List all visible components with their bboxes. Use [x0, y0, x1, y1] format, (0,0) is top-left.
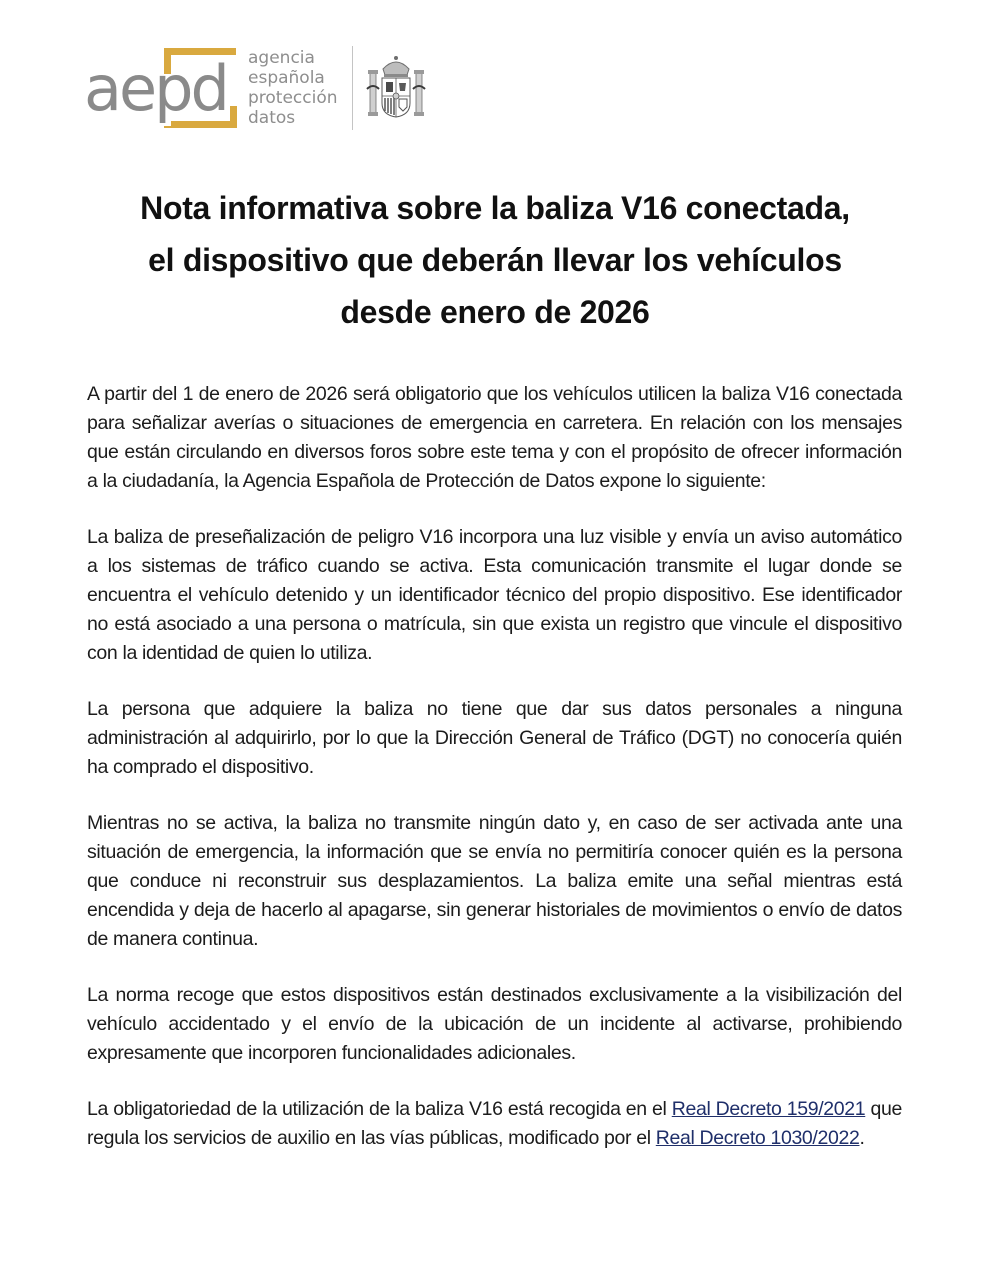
agency-name	[248, 48, 338, 128]
link-real-decreto-159-2021[interactable]: Real Decreto 159/2021	[671, 1098, 866, 1120]
agency-line: agencia	[248, 48, 315, 68]
link-real-decreto-1030-2022[interactable]: Real Decreto 1030/2022	[655, 1127, 860, 1149]
agency-line: española	[248, 68, 325, 88]
spain-coat-of-arms-icon	[365, 53, 427, 123]
legal-text: La obligatoriedad de la utilización de la baliza V16 está recogida en el	[87, 1098, 672, 1120]
paragraph-how-it-works: La baliza de preseñalización de peligro V16 incorpora una luz visible y envía un aviso automático a los sistemas de tráfico cuando se activa. Esta comunicación transmite el lugar donde se encuentra el vehículo detenido y un identificador técnico del propio dispositivo. Ese identificador no está asociado a una persona o matrícula, sin que exista un registro que vincule el dispositivo con la identidad de quien lo utiliza.	[87, 526, 902, 664]
title-line: desde enero de 2026	[340, 294, 650, 330]
page-title	[40, 182, 950, 338]
paragraph-regulation: La norma recoge que estos dispositivos están destinados exclusivamente a la visibilización del vehículo accidentado y el envío de la ubicación de un incidente al activarse, prohibiendo expresamente que incorporen funcionalidades adicionales.	[87, 984, 902, 1064]
paragraph-legal-basis	[87, 1095, 902, 1153]
agency-line: datos	[248, 108, 296, 128]
agency-line: protección	[248, 88, 338, 108]
bracket-right-tick	[230, 106, 237, 128]
header	[84, 42, 427, 134]
logo-divider	[352, 46, 353, 130]
logo-acronym: aepd	[84, 52, 227, 125]
paragraph-transmission: Mientras no se activa, la baliza no transmite ningún dato y, en caso de ser activada ante una situación de emergencia, la información que se envía no permitiría conocer quién es la persona que conduce ni reconstruir sus desplazamientos. La baliza emite una señal mientras está encendida y deja de hacerlo al apagarse, sin generar historiales de movimientos o envío de datos de manera continua.	[87, 812, 902, 950]
paragraph-intro: A partir del 1 de enero de 2026 será obligatorio que los vehículos utilicen la baliza V16 conectada para señalizar averías o situaciones de emergencia en carretera. En relación con los mensajes que están circulando en diversos foros sobre este tema y con el propósito de ofrecer información a la ciudadanía, la Agencia Española de Protección de Datos expone lo siguiente:	[87, 383, 902, 492]
paragraph-purchase: La persona que adquiere la baliza no tiene que dar sus datos personales a ninguna administración al adquirirlo, por lo que la Dirección General de Tráfico (DGT) no conocería quién ha comprado el dispositivo.	[87, 698, 902, 778]
title-line: Nota informativa sobre la baliza V16 conectada,	[140, 190, 850, 226]
legal-text: .	[859, 1127, 865, 1149]
aepd-logo	[84, 44, 242, 132]
legal-text: que regula los servicios de auxilio en las vías públicas, modificado por el	[87, 1098, 902, 1149]
document-body	[87, 380, 902, 1180]
title-line: el dispositivo que deberán llevar los vehículos	[148, 242, 842, 278]
